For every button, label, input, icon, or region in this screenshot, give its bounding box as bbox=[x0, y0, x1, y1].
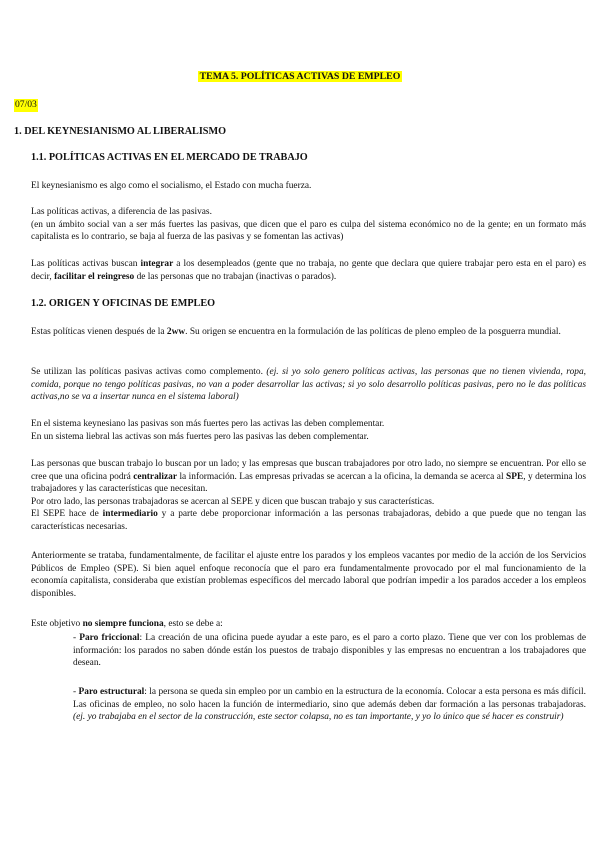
no-siempre-funciona-term: no siempre funciona bbox=[82, 619, 164, 629]
paragraph-objetivo: Este objetivo no siempre funciona, esto se debe a: bbox=[31, 619, 223, 629]
complemento-example: (ej. si yo solo genero políticas activas, las personas que no tienen vivienda, ropa, comida, porque no tengo políticas pasivas, no van a poder desarrollar las activas; si yo solo desarrollo políticas pasivas, pero no le das políticas activas,no se va a insertar nunca en el sistema laboral) bbox=[31, 367, 586, 403]
paragraph-origen: Estas políticas vienen después de la 2ww. Su origen se encuentra en la formulación de las políticas de pleno empleo de la posguerra mundial. bbox=[31, 327, 561, 337]
list-item-paro-estructural: - Paro estructural: la persona se queda sin empleo por un cambio en la estructura de la economía. Colocar a esta persona es más difícil. Las oficinas de empleo, no solo hacen la función de intermediario, sino que además deben dar formación a las personas trabajadoras. (ej. yo trabajaba en el sector de la construcción, este sector colapsa, no es tan importante, y yo lo único que sé hacer es construir) bbox=[73, 687, 586, 723]
paragraph-anteriormente: Anteriormente se trataba, fundamentalmente, de facilitar el ajuste entre los parados y los empleos vacantes por medio de la acción de los Servicios Públicos de Empleo (SPE). Si bien aquel enfoque reconocía que el paro era fundamentalmente provocado por el mal funcionamiento de la economía capitalista, consideraba que existían problemas específicos del mercado laboral que podrían impedir a los parados acceder a los empleos disponibles. bbox=[31, 551, 586, 599]
section-heading-1-2: 1.2. ORIGEN Y OFICINAS DE EMPLEO bbox=[31, 298, 216, 309]
spe-term: SPE bbox=[506, 471, 524, 482]
facilitar-reingreso-term: facilitar el reingreso bbox=[54, 271, 135, 282]
centralizar-term: centralizar bbox=[133, 471, 177, 482]
estructural-example: (ej. yo trabajaba en el sector de la construcción, este sector colapsa, no es tan importante, y yo lo único que sé hacer es construir) bbox=[73, 712, 564, 723]
integrar-term: integrar bbox=[140, 259, 174, 269]
paro-estructural-term: Paro estructural bbox=[78, 687, 145, 697]
paragraph-personas: Las personas que buscan trabajo lo buscan por un lado; y las empresas que buscan trabajadores por otro lado, no siempre se encuentran. Por ello se cree que una oficina podrá centralizar la información. Las empresas privadas se acercan a la oficina, la demanda se acerca al SPE, y determina los trabajadores y las características que necesitan. Por otro lado, las personas trabajadoras se acercan al SEPE y dicen que buscan trabajo y sus características. El SEPE hace de intermediario y a parte debe proporcionar información a las personas trabajadoras, debido a que puede que no tengan las características necesarias. bbox=[31, 459, 587, 532]
list-item-paro-friccional: - Paro friccional: La creación de una oficina puede ayudar a este paro, es el paro a corto plazo. Tiene que ver con los problemas de información: los parados no saben dónde están los puestos de trabajo disponibles y las empresas no encuentran a los trabajadores que desean. bbox=[73, 633, 587, 669]
paragraph-activas-pasivas: Las políticas activas, a diferencia de las pasivas. (en un ámbito social van a ser más fuertes las pasivas, que dicen que el paro es culpa del sistema económico no de la gente; en un formato más capitalista es lo contrario, se baja al fuerza de las pasivas y se fomentan las activas) bbox=[31, 207, 586, 243]
2ww-term: 2ww bbox=[166, 327, 186, 337]
section-heading-1-1: 1.1. POLÍTICAS ACTIVAS EN EL MERCADO DE TRABAJO bbox=[31, 152, 308, 163]
page-title: TEMA 5. POLÍTICAS ACTIVAS DE EMPLEO bbox=[199, 71, 401, 82]
paragraph-sistemas: En el sistema keynesiano las pasivas son más fuertes pero las activas las deben complementar. En un sistema liebral las activas son más fuertes pero las pasivas las deben complementar. bbox=[31, 419, 385, 442]
paragraph-keynesianismo: El keynesianismo es algo como el socialismo, el Estado con mucha fuerza. bbox=[31, 181, 312, 191]
section-heading-1: 1. DEL KEYNESIANISMO AL LIBERALISMO bbox=[14, 126, 227, 137]
paragraph-complemento: Se utilizan las políticas pasivas activas como complemento. (ej. si yo solo genero políticas activas, las personas que no tienen vivienda, ropa, comida, porque no tengo políticas pasivas, no van a poder desarrollar las activas; si yo solo desarrollo políticas pasivas, pero no le das políticas activas,no se va a insertar nunca en el sistema laboral) bbox=[31, 367, 586, 403]
date-label: 07/03 bbox=[15, 99, 37, 110]
intermediario-term: intermediario bbox=[102, 509, 158, 520]
paragraph-integrar: Las políticas activas buscan integrar a los desempleados (gente que no trabaja, no gente que declara que quiere trabajar pero esta en el paro) es decir, facilitar el reingreso de las personas que no trabajan (inactivas o parados). bbox=[31, 259, 586, 282]
paro-friccional-term: Paro friccional bbox=[79, 633, 140, 643]
